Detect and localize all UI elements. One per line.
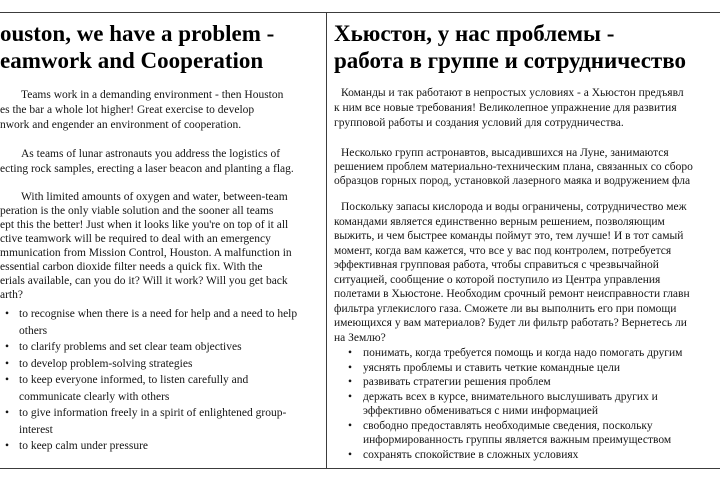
bullet-line: [0, 405, 326, 422]
bullet-text: to develop problem-solving strategies: [19, 357, 193, 370]
bullet-line: [334, 346, 720, 361]
bullet-icon: •: [5, 357, 10, 370]
text-line: момент, когда вам кажется, что все у вас под контролем, потребуется: [334, 244, 672, 257]
bullet-text: информированность группы является важным преимуществом: [363, 434, 672, 446]
bottom-border-rule: [0, 468, 720, 469]
bullet-line: [334, 375, 720, 390]
right-paragraph-3: [334, 200, 720, 345]
bullet-line: [334, 448, 720, 463]
bullet-text: interest: [19, 423, 53, 436]
bullet-text: уяснять проблемы и ставить четкие командные цели: [363, 361, 621, 374]
left-paragraph-1: [0, 88, 326, 133]
bullet-icon: •: [5, 407, 10, 419]
column-divider-rule: [326, 12, 327, 468]
bullet-icon: •: [5, 308, 10, 320]
bullet-icon: •: [5, 440, 10, 452]
bullet-icon: •: [348, 419, 353, 432]
bullet-icon: •: [5, 374, 10, 386]
bullet-icon: •: [348, 347, 353, 359]
text-line: mmunication from Mission Control, Houston. A malfunction in: [0, 247, 292, 259]
bullet-text: свободно предоставлять необходимые сведения, поскольку: [363, 419, 653, 432]
bullet-line: [0, 372, 326, 389]
bullet-icon: •: [348, 448, 353, 461]
text-line: фильтра углекислого газа. Сможете ли вы выполнить его при помощи: [334, 302, 677, 315]
text-line: arth?: [0, 289, 23, 301]
bullet-text: держать всех в курсе, внимательного выслушивать других и: [363, 390, 658, 403]
bullet-icon: •: [348, 390, 353, 403]
text-line: essential carbon dioxide filter needs a quick fix. With the: [0, 261, 263, 273]
bullet-text: to clarify problems and set clear team objectives: [19, 341, 242, 353]
right-bullet-list: [334, 346, 720, 462]
bullet-icon: •: [5, 341, 10, 353]
text-line: на Землю?: [334, 331, 386, 344]
text-line: ouston, we have a problem -: [0, 21, 275, 46]
bullet-line: [334, 390, 720, 405]
text-line: выжить, и чем быстрее команды поймут это, тем лучше! И в тот самый: [334, 230, 684, 242]
bullet-text: развивать стратегии решения проблем: [363, 376, 551, 388]
right-column-russian: [334, 12, 720, 468]
left-paragraph-3: [0, 190, 326, 302]
text-line: erials available, can you do it? Will it work? Will you get back: [0, 275, 288, 287]
text-line: решением проблем материально-техническим плана, связанных со сборо: [334, 161, 693, 173]
bullet-text: сохранять спокойствие в сложных условиях: [363, 448, 579, 461]
text-line: имеющихся у вам материалов? Будет ли фильтр работать? Вернетесь ли: [334, 317, 687, 329]
bullet-line: [334, 433, 720, 448]
right-title: [334, 20, 720, 74]
bullet-line: [0, 356, 326, 373]
text-line: As teams of lunar astronauts you address the logistics of: [21, 148, 281, 160]
bullet-line: [334, 361, 720, 376]
text-line: к ним все новые требования! Великолепное упражнение для развития: [334, 102, 677, 114]
text-line: ситуацией, сообщение о которой поступило из Центра управления: [334, 273, 661, 286]
left-title: [0, 20, 326, 74]
bullet-line: [0, 422, 326, 439]
text-line: Команды и так работают в непростых условиях - а Хьюстон предъявл: [341, 87, 684, 99]
text-line: Несколько групп астронавтов, высадившихся на Луне, занимаются: [341, 147, 669, 159]
text-line: ept this the better! Just when it looks like you're on top of it all: [0, 219, 289, 231]
text-line: Хьюстон, у нас проблемы -: [334, 21, 615, 46]
bullet-line: [0, 306, 326, 323]
bullet-line: [0, 389, 326, 406]
text-line: образцов горных пород, установкой лазерного маяка и водружением фла: [334, 175, 691, 187]
right-paragraph-2: [334, 146, 720, 188]
text-line: полетами в Хьюстоне. Необходим срочный ремонт неисправности главн: [334, 288, 690, 300]
bullet-line: [334, 419, 720, 434]
bullet-text: to keep everyone informed, to listen carefully and: [19, 374, 249, 386]
bullet-text: понимать, когда требуется помощь и когда надо помогать другим: [363, 347, 683, 359]
text-line: работа в группе и сотрудничество: [334, 48, 686, 73]
text-line: nwork and engender an environment of cooperation.: [0, 119, 242, 131]
bullet-icon: •: [348, 361, 353, 374]
bullet-line: [0, 438, 326, 455]
bullet-line: [334, 404, 720, 419]
text-line: групповой работы и создания условий для сотрудничества.: [334, 117, 624, 129]
text-line: командами является единственно верным решением, позволяющим: [334, 215, 665, 228]
text-line: эффективная групповая работа, чтобы справиться с чрезвычайной: [334, 259, 659, 271]
text-line: eamwork and Cooperation: [0, 48, 264, 73]
bullet-text: to keep calm under pressure: [19, 440, 149, 452]
bullet-line: [0, 323, 326, 340]
left-column-english: [0, 12, 326, 468]
text-line: es the bar a whole lot higher! Great exercise to develop: [0, 104, 255, 116]
left-bullet-list: [0, 306, 326, 455]
bullet-text: эффективно обмениваться с ними информацией: [363, 405, 598, 417]
bullet-text: others: [19, 324, 48, 337]
text-line: Teams work in a demanding environment - then Houston: [21, 89, 284, 101]
bullet-text: communicate clearly with others: [19, 390, 170, 403]
text-line: With limited amounts of oxygen and water, between-team: [21, 191, 288, 203]
bullet-line: [0, 339, 326, 356]
text-line: ctive teamwork will be required to deal with an emergency: [0, 233, 271, 245]
bullet-icon: •: [348, 376, 353, 388]
left-paragraph-2: [0, 147, 326, 177]
text-line: ecting rock samples, erecting a laser beacon and planting a flag.: [0, 163, 294, 175]
right-paragraph-1: [334, 86, 720, 131]
text-line: Поскольку запасы кислорода и воды ограничены, сотрудничество меж: [341, 201, 687, 213]
bullet-text: to give information freely in a spirit of enlightened group-: [19, 407, 287, 419]
bullet-text: to recognise when there is a need for help and a need to help: [19, 308, 298, 320]
text-line: peration is the only viable solution and the sooner all teams: [0, 205, 274, 217]
